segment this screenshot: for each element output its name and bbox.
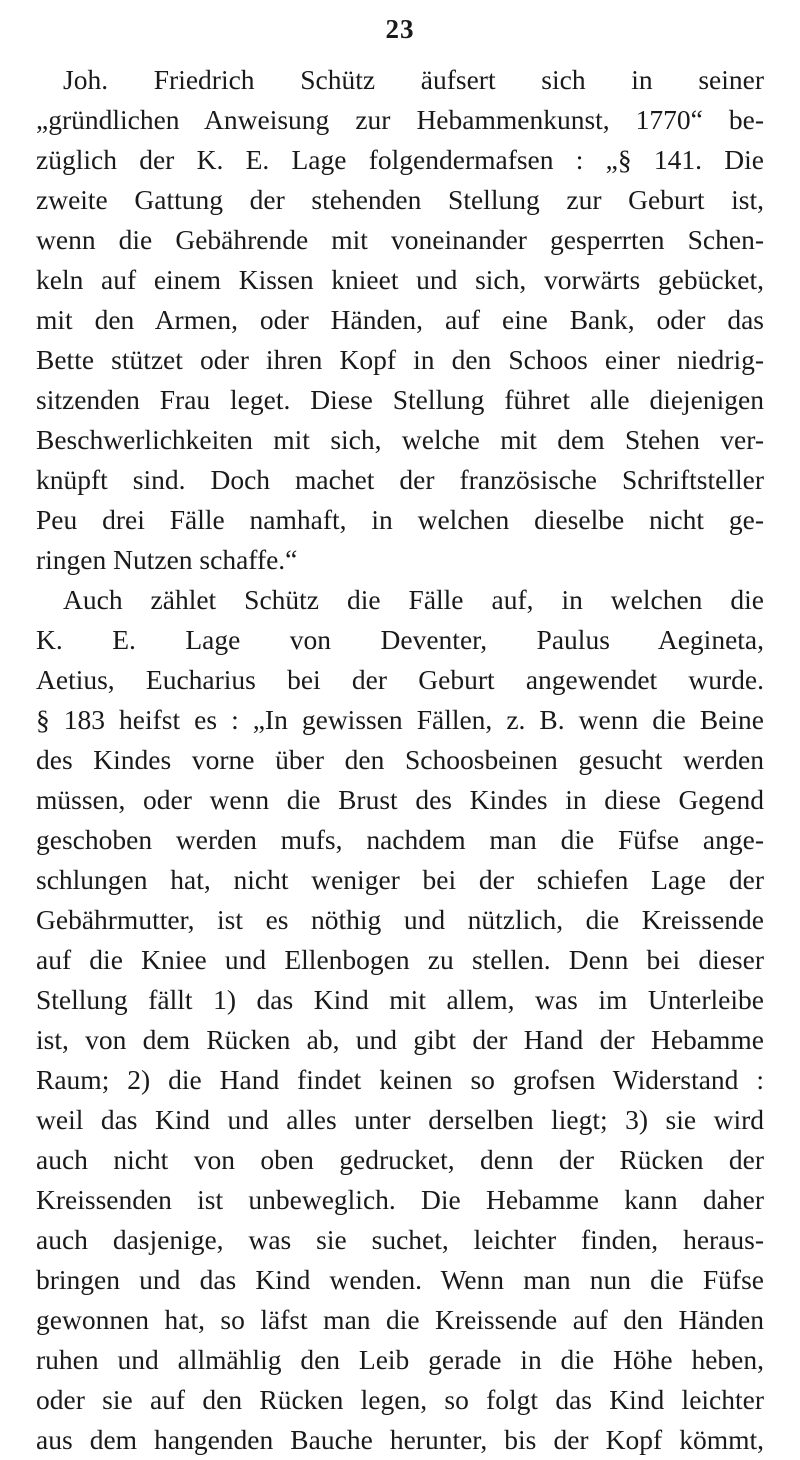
body-text xyxy=(36,60,764,1460)
text-line: Joh. Friedrich Schütz äufsert sich in seiner xyxy=(63,64,764,95)
text-line: wenn die Gebährende mit voneinander gesperrten Schen- xyxy=(36,224,764,255)
text-line: oder sie auf den Rücken legen, so folgt das Kind leichter xyxy=(36,1384,764,1415)
text-line: „gründlichen Anweisung zur Hebammenkunst, 1770“ be- xyxy=(36,104,764,135)
text-line: bringen und das Kind wenden. Wenn man nun die Füfse xyxy=(36,1264,764,1295)
text-line: K. E. Lage von Deventer, Paulus Aegineta, xyxy=(36,624,764,655)
text-line: müssen, oder wenn die Brust des Kindes in diese Gegend xyxy=(36,784,764,815)
text-line: Raum; 2) die Hand findet keinen so grofsen Widerstand : xyxy=(36,1064,764,1095)
text-line: ruhen und allmählig den Leib gerade in die Höhe heben, xyxy=(36,1344,764,1375)
text-line: zweite Gattung der stehenden Stellung zur Geburt ist, xyxy=(36,184,764,215)
text-line: Kreissenden ist unbeweglich. Die Hebamme kann daher xyxy=(36,1184,764,1215)
text-line: ist, von dem Rücken ab, und gibt der Hand der Hebamme xyxy=(36,1024,764,1055)
text-line: Beschwerlichkeiten mit sich, welche mit dem Stehen ver- xyxy=(36,424,764,455)
text-line: knüpft sind. Doch machet der französische Schriftsteller xyxy=(36,464,764,495)
text-line: Gebährmutter, ist es nöthig und nützlich, die Kreissende xyxy=(36,904,764,935)
text-line: ringen Nutzen schaffe.“ xyxy=(36,544,298,575)
text-line: auf die Kniee und Ellenbogen zu stellen. Denn bei dieser xyxy=(36,944,764,975)
text-line: auch nicht von oben gedrucket, denn der Rücken der xyxy=(36,1144,764,1175)
text-line: Bette stützet oder ihren Kopf in den Schoos einer niedrig- xyxy=(36,344,764,375)
text-line: keln auf einem Kissen knieet und sich, vorwärts gebücket, xyxy=(36,264,764,295)
text-line: sitzenden Frau leget. Diese Stellung führet alle diejenigen xyxy=(36,384,764,415)
text-line: Peu drei Fälle namhaft, in welchen dieselbe nicht ge- xyxy=(36,504,764,535)
text-line: schlungen hat, nicht weniger bei der schiefen Lage der xyxy=(36,864,764,895)
text-line: auch dasjenige, was sie suchet, leichter finden, heraus- xyxy=(36,1224,764,1255)
text-line: des Kindes vorne über den Schoosbeinen gesucht werden xyxy=(36,744,764,775)
text-line: geschoben werden mufs, nachdem man die Füfse ange- xyxy=(36,824,764,855)
text-line: züglich der K. E. Lage folgendermafsen : „§ 141. Die xyxy=(36,144,764,175)
text-line: gewonnen hat, so läfst man die Kreissende auf den Händen xyxy=(36,1304,764,1335)
page-number: 23 xyxy=(385,14,415,44)
text-line: § 183 heifst es : „In gewissen Fällen, z. B. wenn die Beine xyxy=(36,704,764,735)
text-line: weil das Kind und alles unter derselben liegt; 3) sie wird xyxy=(36,1104,764,1135)
text-line: Auch zählet Schütz die Fälle auf, in welchen die xyxy=(63,584,764,615)
text-line: mit den Armen, oder Händen, auf eine Bank, oder das xyxy=(36,304,764,335)
text-line: Stellung fällt 1) das Kind mit allem, was im Unterleibe xyxy=(36,984,764,1015)
text-line: Aetius, Eucharius bei der Geburt angewendet wurde. xyxy=(36,664,764,695)
text-line: aus dem hangenden Bauche herunter, bis der Kopf kömmt, xyxy=(36,1424,764,1455)
